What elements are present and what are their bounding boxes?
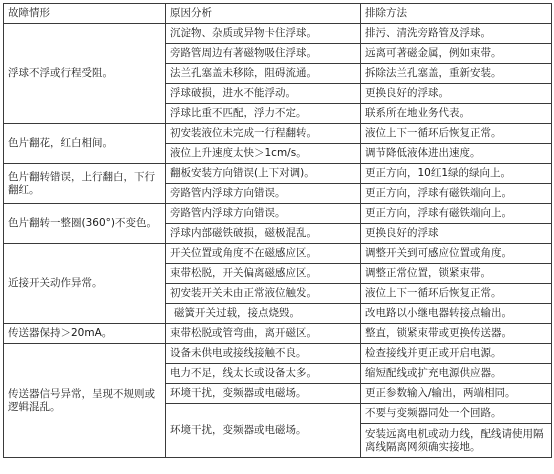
table-row bbox=[4, 124, 552, 144]
symptom-cell: 色片翻转一整圈(360°)不变色。 bbox=[4, 204, 166, 244]
remedy-cell: 更换良好的浮球。 bbox=[361, 84, 552, 104]
remedy-cell: 调整正常位置，锁紧束带。 bbox=[361, 264, 552, 284]
symptom-cell: 传送器保持＞20mA。 bbox=[4, 324, 166, 344]
troubleshooting-table bbox=[3, 3, 552, 458]
remedy-cell: 调整开关到可感应位置或角度。 bbox=[361, 244, 552, 264]
cause-cell: 初安装开关未由正常液位触发。 bbox=[166, 284, 361, 304]
cause-cell: 旁路管内浮球方向错误。 bbox=[166, 204, 361, 224]
cause-cell: 初安装液位未完成一行程翻转。 bbox=[166, 124, 361, 144]
cause-cell: 环境干扰，变频器或电磁场。 bbox=[166, 404, 361, 458]
cause-cell: 浮球破损，进水不能浮动。 bbox=[166, 84, 361, 104]
cause-cell: 电力不足，线太长或设备太多。 bbox=[166, 364, 361, 384]
remedy-cell: 改电路以小继电器转接点输出。 bbox=[361, 304, 552, 324]
remedy-cell: 检查接线并更正或开启电源。 bbox=[361, 344, 552, 364]
table-row bbox=[4, 344, 552, 364]
remedy-cell: 液位上下一循环后恢复正常。 bbox=[361, 284, 552, 304]
symptom-cell: 色片翻转错误，上行翻白，下行翻红。 bbox=[4, 164, 166, 204]
remedy-cell: 不要与变频器同处一个回路。 bbox=[361, 404, 552, 424]
cause-cell: 法兰孔塞盖未移除，阻碍流通。 bbox=[166, 64, 361, 84]
remedy-cell: 更换良好的浮球 bbox=[361, 224, 552, 244]
symptom-cell: 色片翻花，红白相间。 bbox=[4, 124, 166, 164]
symptom-cell: 浮球不浮或行程受阻。 bbox=[4, 24, 166, 124]
header-symptom: 故障情形 bbox=[4, 4, 166, 24]
symptom-cell: 传送器信号异常，呈现不规则或逻辑混乱。 bbox=[4, 344, 166, 458]
remedy-cell: 联系所在地业务代表。 bbox=[361, 104, 552, 124]
remedy-cell: 缩短配线或扩充电源供应器。 bbox=[361, 364, 552, 384]
remedy-cell: 液位上下一循环后恢复正常。 bbox=[361, 124, 552, 144]
cause-cell: 浮球比重不匹配，浮力不定。 bbox=[166, 104, 361, 124]
table-row bbox=[4, 24, 552, 44]
cause-cell: 环境干扰，变频器或电磁场。 bbox=[166, 384, 361, 404]
remedy-cell: 更正方向，10红1绿的绿向上。 bbox=[361, 164, 552, 184]
cause-cell: 设备未供电或接线接触不良。 bbox=[166, 344, 361, 364]
cause-cell: 浮球内部磁铁破损，磁极混乱。 bbox=[166, 224, 361, 244]
remedy-cell: 更正方向，浮球有磁铁端向上。 bbox=[361, 184, 552, 204]
remedy-cell: 安装远离电机或动力线，配线请使用隔离线隔离网须确实接地。 bbox=[361, 424, 552, 458]
cause-cell: 沉淀物、杂质或异物卡住浮球。 bbox=[166, 24, 361, 44]
cause-cell: 束带松脱，开关偏离磁感应区。 bbox=[166, 264, 361, 284]
table-row bbox=[4, 324, 552, 344]
table-row bbox=[4, 204, 552, 224]
cause-cell: 液位上升速度太快＞1cm/s。 bbox=[166, 144, 361, 164]
remedy-cell: 远离可著磁金属，例如束带。 bbox=[361, 44, 552, 64]
cause-cell: 旁路管内浮球方向错误。 bbox=[166, 184, 361, 204]
header-row bbox=[4, 4, 552, 24]
cause-cell: 开关位置或角度不在磁感应区。 bbox=[166, 244, 361, 264]
remedy-cell: 调节降低液体进出速度。 bbox=[361, 144, 552, 164]
remedy-cell: 拆除法兰孔塞盖，重新安装。 bbox=[361, 64, 552, 84]
table-row bbox=[4, 164, 552, 184]
remedy-cell: 排污、清洗旁路管及浮球。 bbox=[361, 24, 552, 44]
cause-cell: 磁簧开关过载，接点烧毁。 bbox=[166, 304, 361, 324]
header-remedy: 排除方法 bbox=[361, 4, 552, 24]
remedy-cell: 更正参数输入/输出，两端相同。 bbox=[361, 384, 552, 404]
cause-cell: 束带松脱或管弯曲，离开磁区。 bbox=[166, 324, 361, 344]
symptom-cell: 近接开关动作异常。 bbox=[4, 244, 166, 324]
remedy-cell: 更正方向，浮球有磁铁端向上。 bbox=[361, 204, 552, 224]
cause-cell: 翻板安装方向错误(上下对调)。 bbox=[166, 164, 361, 184]
cause-cell: 旁路管周边有著磁物吸住浮球。 bbox=[166, 44, 361, 64]
remedy-cell: 整直，锁紧束带或更换传送器。 bbox=[361, 324, 552, 344]
table-row bbox=[4, 244, 552, 264]
troubleshooting-table-container bbox=[3, 3, 552, 458]
header-cause: 原因分析 bbox=[166, 4, 361, 24]
